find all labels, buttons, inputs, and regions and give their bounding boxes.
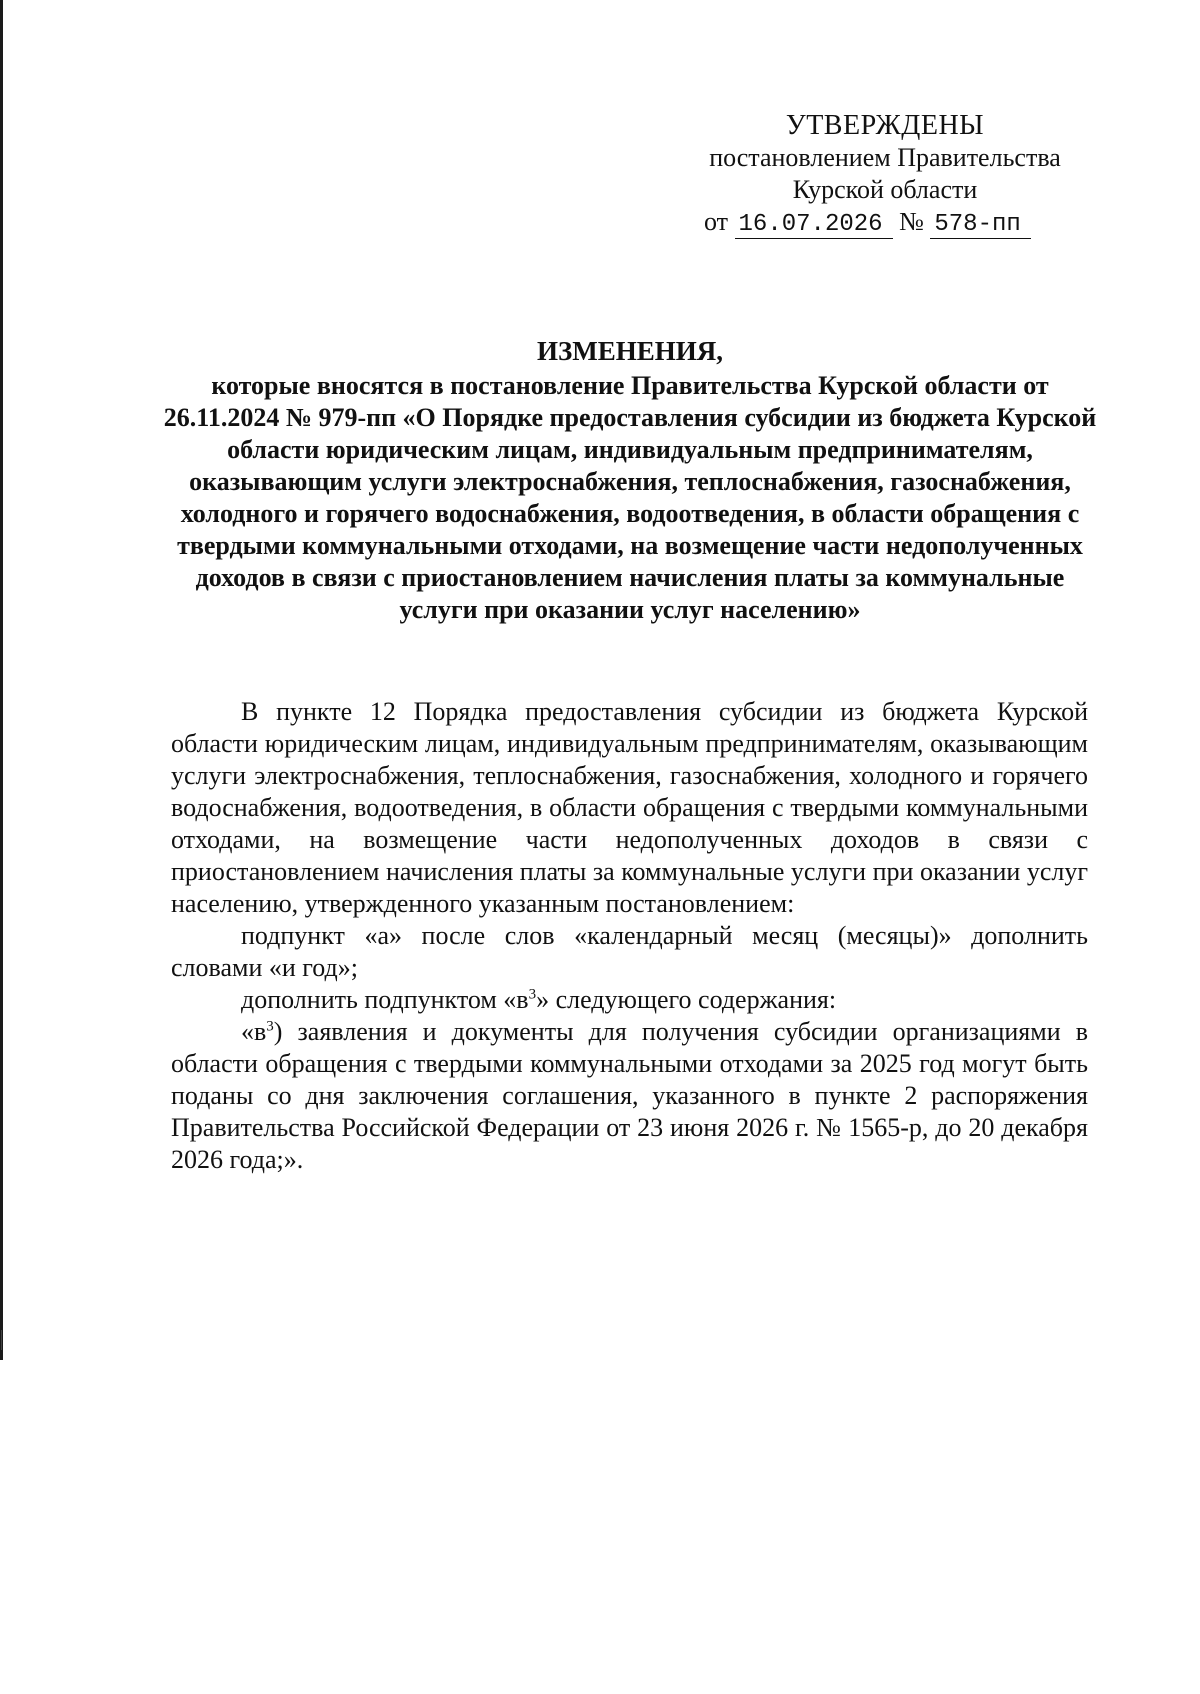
body-paragraph-1: В пункте 12 Порядка предоставления субсидии из бюджета Курской области юридическим лицам, индивидуальным предпринимателям, оказывающим услуги электроснабжения, теплоснабжения, газоснабжения, холодного и горячего водоснабжения, водоотведения, в области обращения с твердыми коммунальными отходами, на возмещение части недополученных доходов в связи с приостановлением начисления платы за коммунальные услуги при оказании услуг населению, утвержденного указанным постановлением: [171,697,1088,918]
body-paragraph-4 [171,1016,1088,1176]
approval-line-authority: постановлением Правительства [709,143,1061,172]
document-heading: ИЗМЕНЕНИЯ, [536,336,723,366]
scan-edge-mark [1,1330,2,1350]
approval-line-region: Курской области [792,175,978,204]
approval-block [690,110,1080,239]
decree-date-field: 16.07.2026 [735,212,893,239]
approval-stamp: УТВЕРЖДЕНЫ [785,110,985,141]
paragraph-4-text-start: «в [241,1017,267,1046]
number-prefix: № [899,207,924,236]
date-prefix: от [704,207,729,236]
document-body [171,696,1088,1176]
scan-edge-left [0,0,3,1360]
document-title-block [160,335,1100,626]
decree-date-number [690,206,1080,239]
paragraph-4-superscript: 3 [266,1018,274,1035]
paragraph-3-text-end: » следующего содержания: [536,985,837,1014]
decree-number-field: 578-пп [930,212,1030,239]
body-paragraph-2: подпункт «а» после слов «календарный месяц (месяцы)» дополнить словами «и год»; [171,921,1088,982]
body-paragraph-3 [171,984,1088,1016]
paragraph-3-text-start: дополнить подпунктом «в [241,985,529,1014]
paragraph-4-text-end: ) заявления и документы для получения субсидии организациями в области обращения с твердыми коммунальными отходами за 2025 год могут быть поданы со дня заключения соглашения, указанного в пункте 2 распоряжения Правительства Российской Федерации от 23 июня 2026 г. № 1565-р, до 20 декабря 2026 года;». [171,1017,1088,1174]
paragraph-3-superscript: 3 [528,986,537,1003]
document-subtitle: которые вносятся в постановление Правительства Курской области от 26.11.2024 № 979-пп «О Порядке предоставления субсидии из бюджета Курской области юридическим лицам, индивидуальным предпринимателям, оказывающим услуги электроснабжения, теплоснабжения, газоснабжения, холодного и горячего водоснабжения, водоотведения, в области обращения с твердыми коммунальными отходами, на возмещение части недополученных доходов в связи с приостановлением начисления платы за коммунальные услуги при оказании услуг населению» [163,371,1097,624]
